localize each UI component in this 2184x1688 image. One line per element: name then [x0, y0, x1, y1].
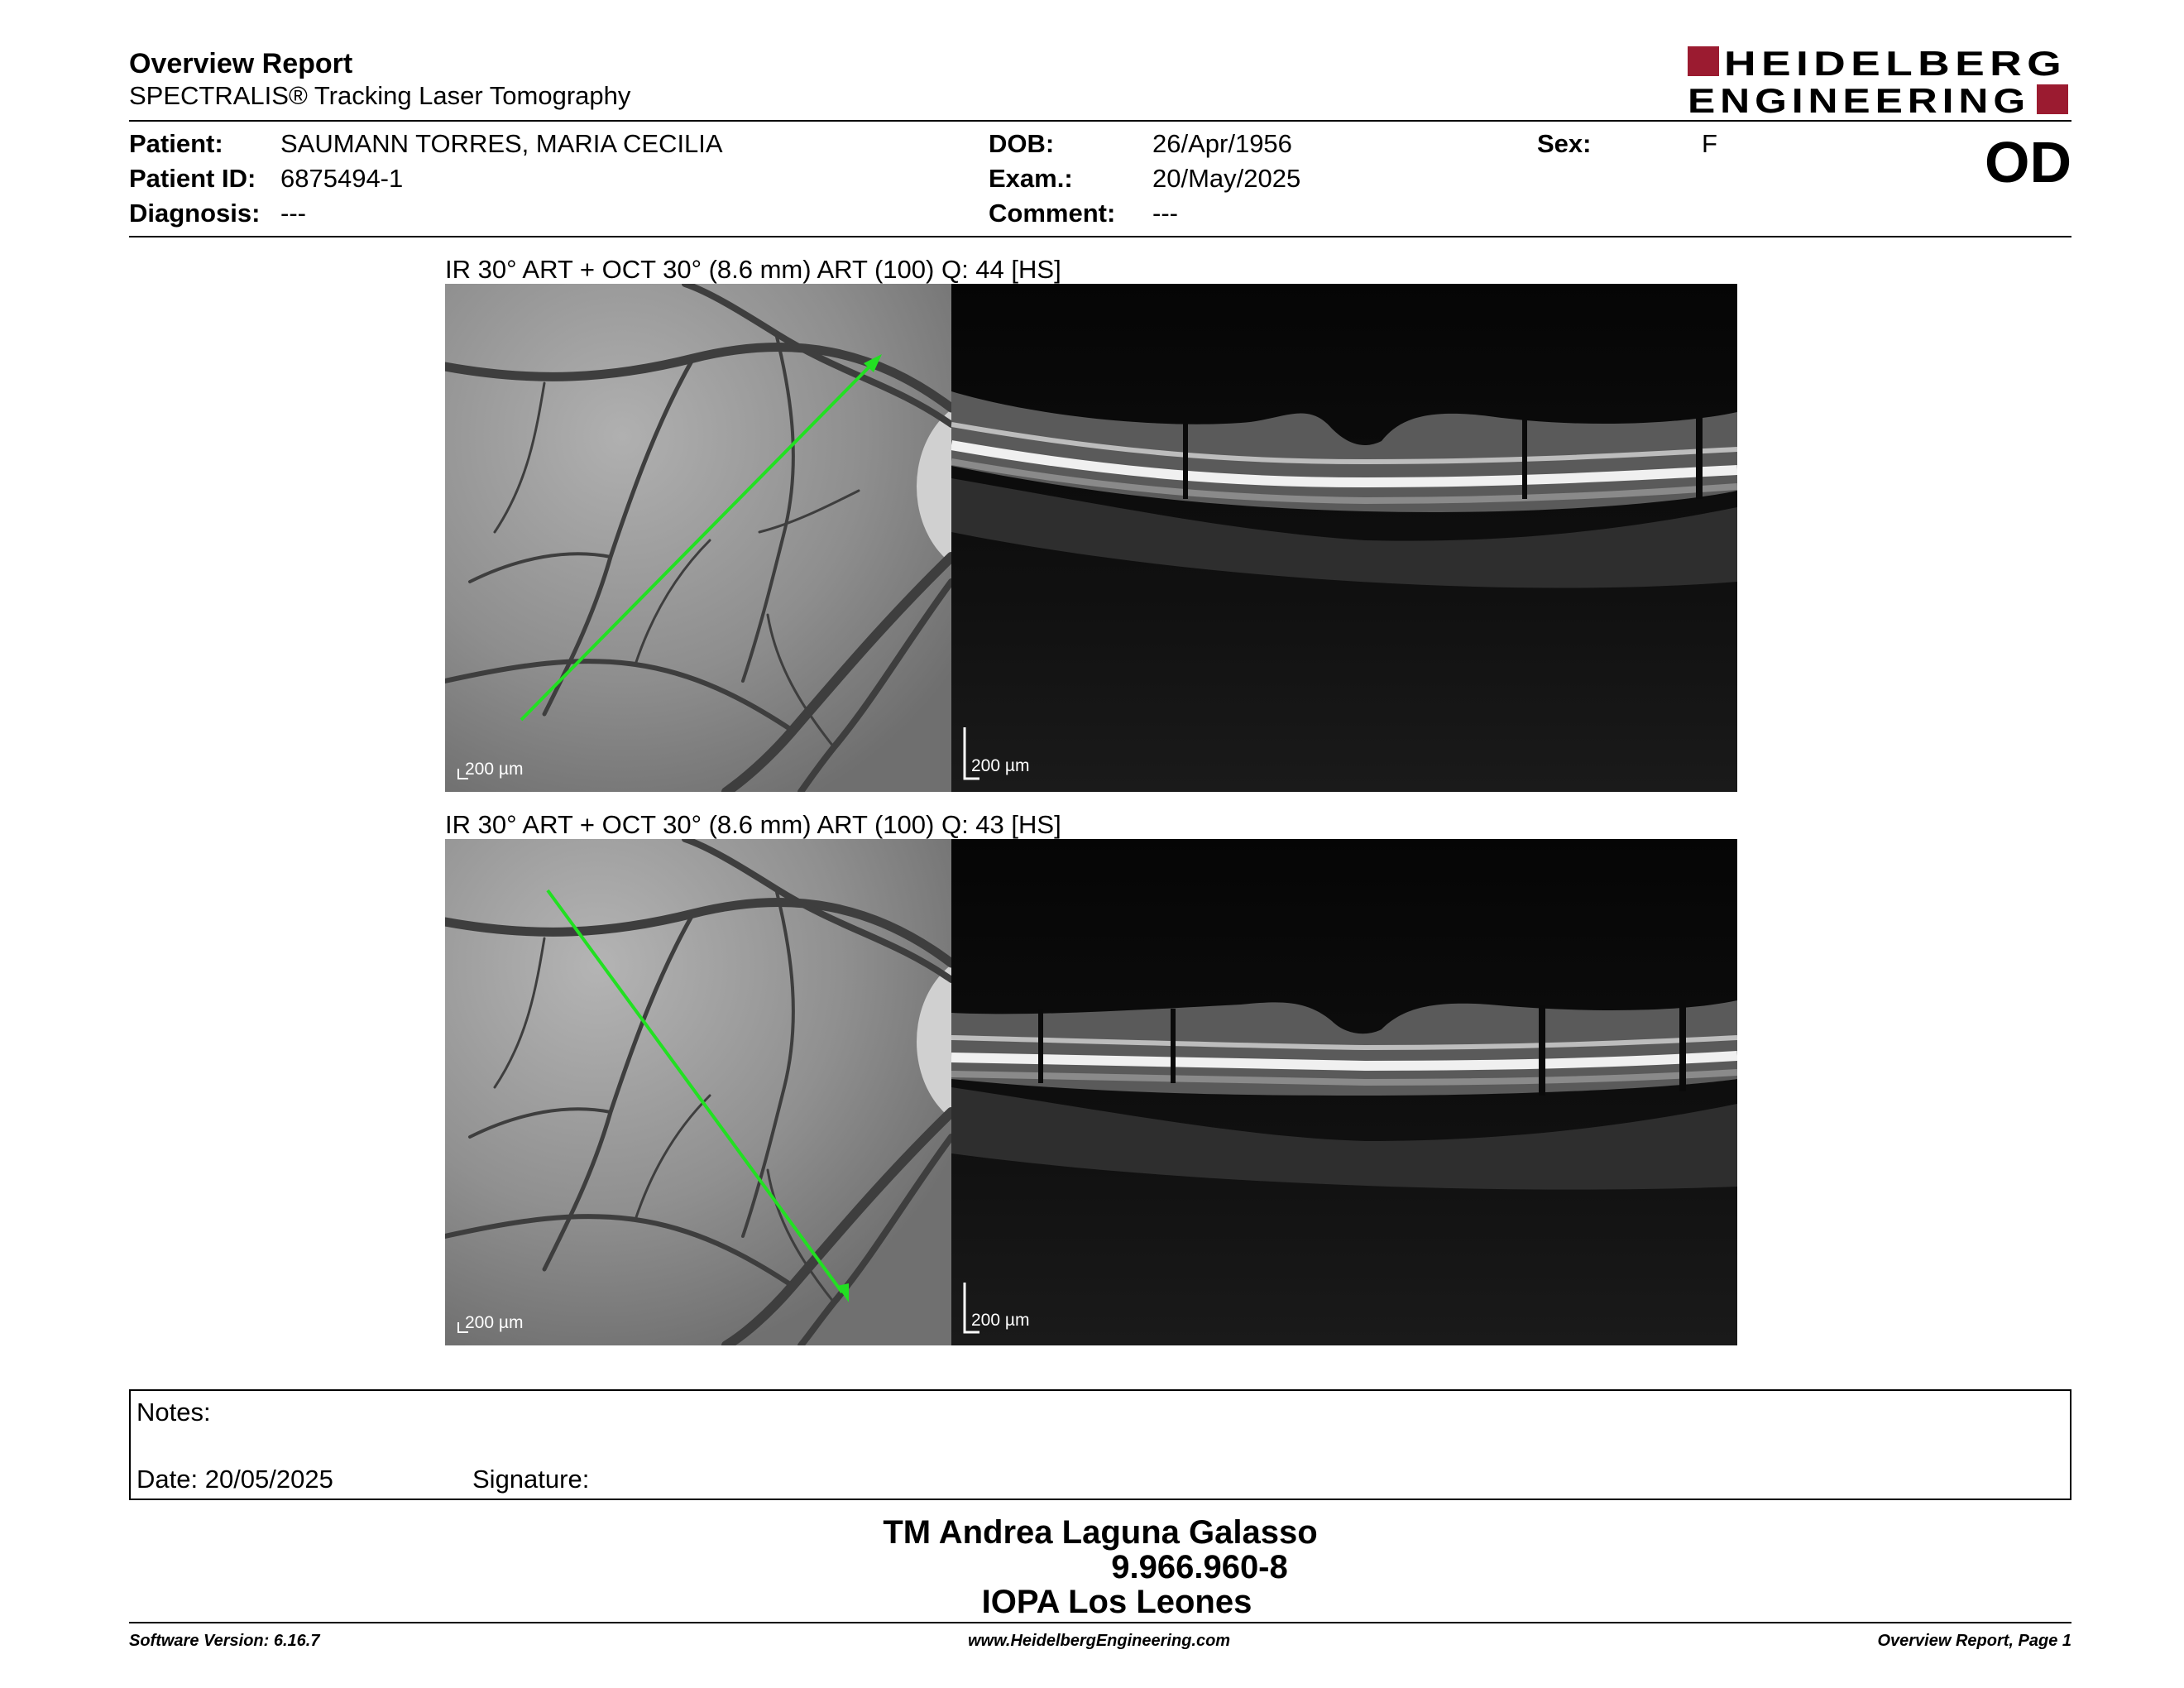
notes-box[interactable]: [129, 1389, 2071, 1500]
logo-square-top: [1688, 46, 1719, 76]
comment-label: Comment:: [989, 199, 1116, 228]
scan-1-fundus-drawing: [445, 284, 951, 792]
dob-value: 26/Apr/1956: [1152, 129, 1292, 158]
patient-id-label: Patient ID:: [129, 164, 256, 193]
comment-value: ---: [1152, 199, 1178, 228]
patient-id: 6875494-1: [280, 164, 404, 193]
scan-1-fundus-scale: 200 µm: [465, 760, 524, 779]
page-indicator: Overview Report, Page 1: [1877, 1632, 2071, 1650]
patient-label: Patient:: [129, 129, 223, 158]
notes-date: Date: 20/05/2025: [136, 1465, 333, 1494]
signer-institution: IOPA Los Leones: [981, 1584, 1252, 1620]
scan-2-fundus-scale: 200 µm: [465, 1313, 524, 1332]
heidelberg-logo: [1688, 45, 2068, 116]
software-version: Software Version: 6.16.7: [129, 1632, 320, 1650]
report-title: Overview Report: [129, 48, 353, 79]
signature-label: Signature:: [472, 1465, 590, 1494]
sex-value: F: [1702, 129, 1717, 158]
sex-label: Sex:: [1537, 129, 1592, 158]
scan-2-fundus-drawing: [445, 839, 951, 1345]
scan-1-caption: IR 30° ART + OCT 30° (8.6 mm) ART (100) Q: 44 [HS]: [445, 255, 1061, 284]
scan-2-caption: IR 30° ART + OCT 30° (8.6 mm) ART (100) Q: 43 [HS]: [445, 810, 1061, 839]
scan-2-oct-image: [951, 839, 1737, 1345]
exam-value: 20/May/2025: [1152, 164, 1301, 193]
scan-1-oct-drawing: [951, 284, 1737, 792]
footer-divider: [129, 1622, 2071, 1623]
scan-2-oct-drawing: [951, 839, 1737, 1345]
dob-label: DOB:: [989, 129, 1055, 158]
scan-2-oct-scale: 200 µm: [971, 1311, 1030, 1330]
logo-text-line1: HEIDELBERG: [1724, 45, 2067, 83]
scan-1-oct-image: [951, 284, 1737, 792]
scan-1-oct-scale: 200 µm: [971, 756, 1030, 775]
notes-label: Notes:: [136, 1398, 211, 1427]
patient-divider: [129, 236, 2071, 237]
exam-label: Exam.:: [989, 164, 1073, 193]
eye-indicator: OD: [1985, 130, 2071, 194]
patient-name: SAUMANN TORRES, MARIA CECILIA: [280, 129, 723, 158]
logo-text-line2: ENGINEERING: [1688, 81, 2030, 116]
logo-square-bottom: [2037, 84, 2068, 114]
website-link[interactable]: www.HeidelbergEngineering.com: [968, 1632, 1231, 1650]
diagnosis-value: ---: [280, 199, 306, 228]
diagnosis-label: Diagnosis:: [129, 199, 261, 228]
header-divider: [129, 120, 2071, 122]
scan-1-fundus-image: [445, 284, 951, 792]
signer-name: TM Andrea Laguna Galasso: [883, 1514, 1318, 1551]
report-subtitle: SPECTRALIS® Tracking Laser Tomography: [129, 81, 631, 110]
scan-2-fundus-image: [445, 839, 951, 1345]
signer-id: 9.966.960-8: [1111, 1549, 1288, 1585]
